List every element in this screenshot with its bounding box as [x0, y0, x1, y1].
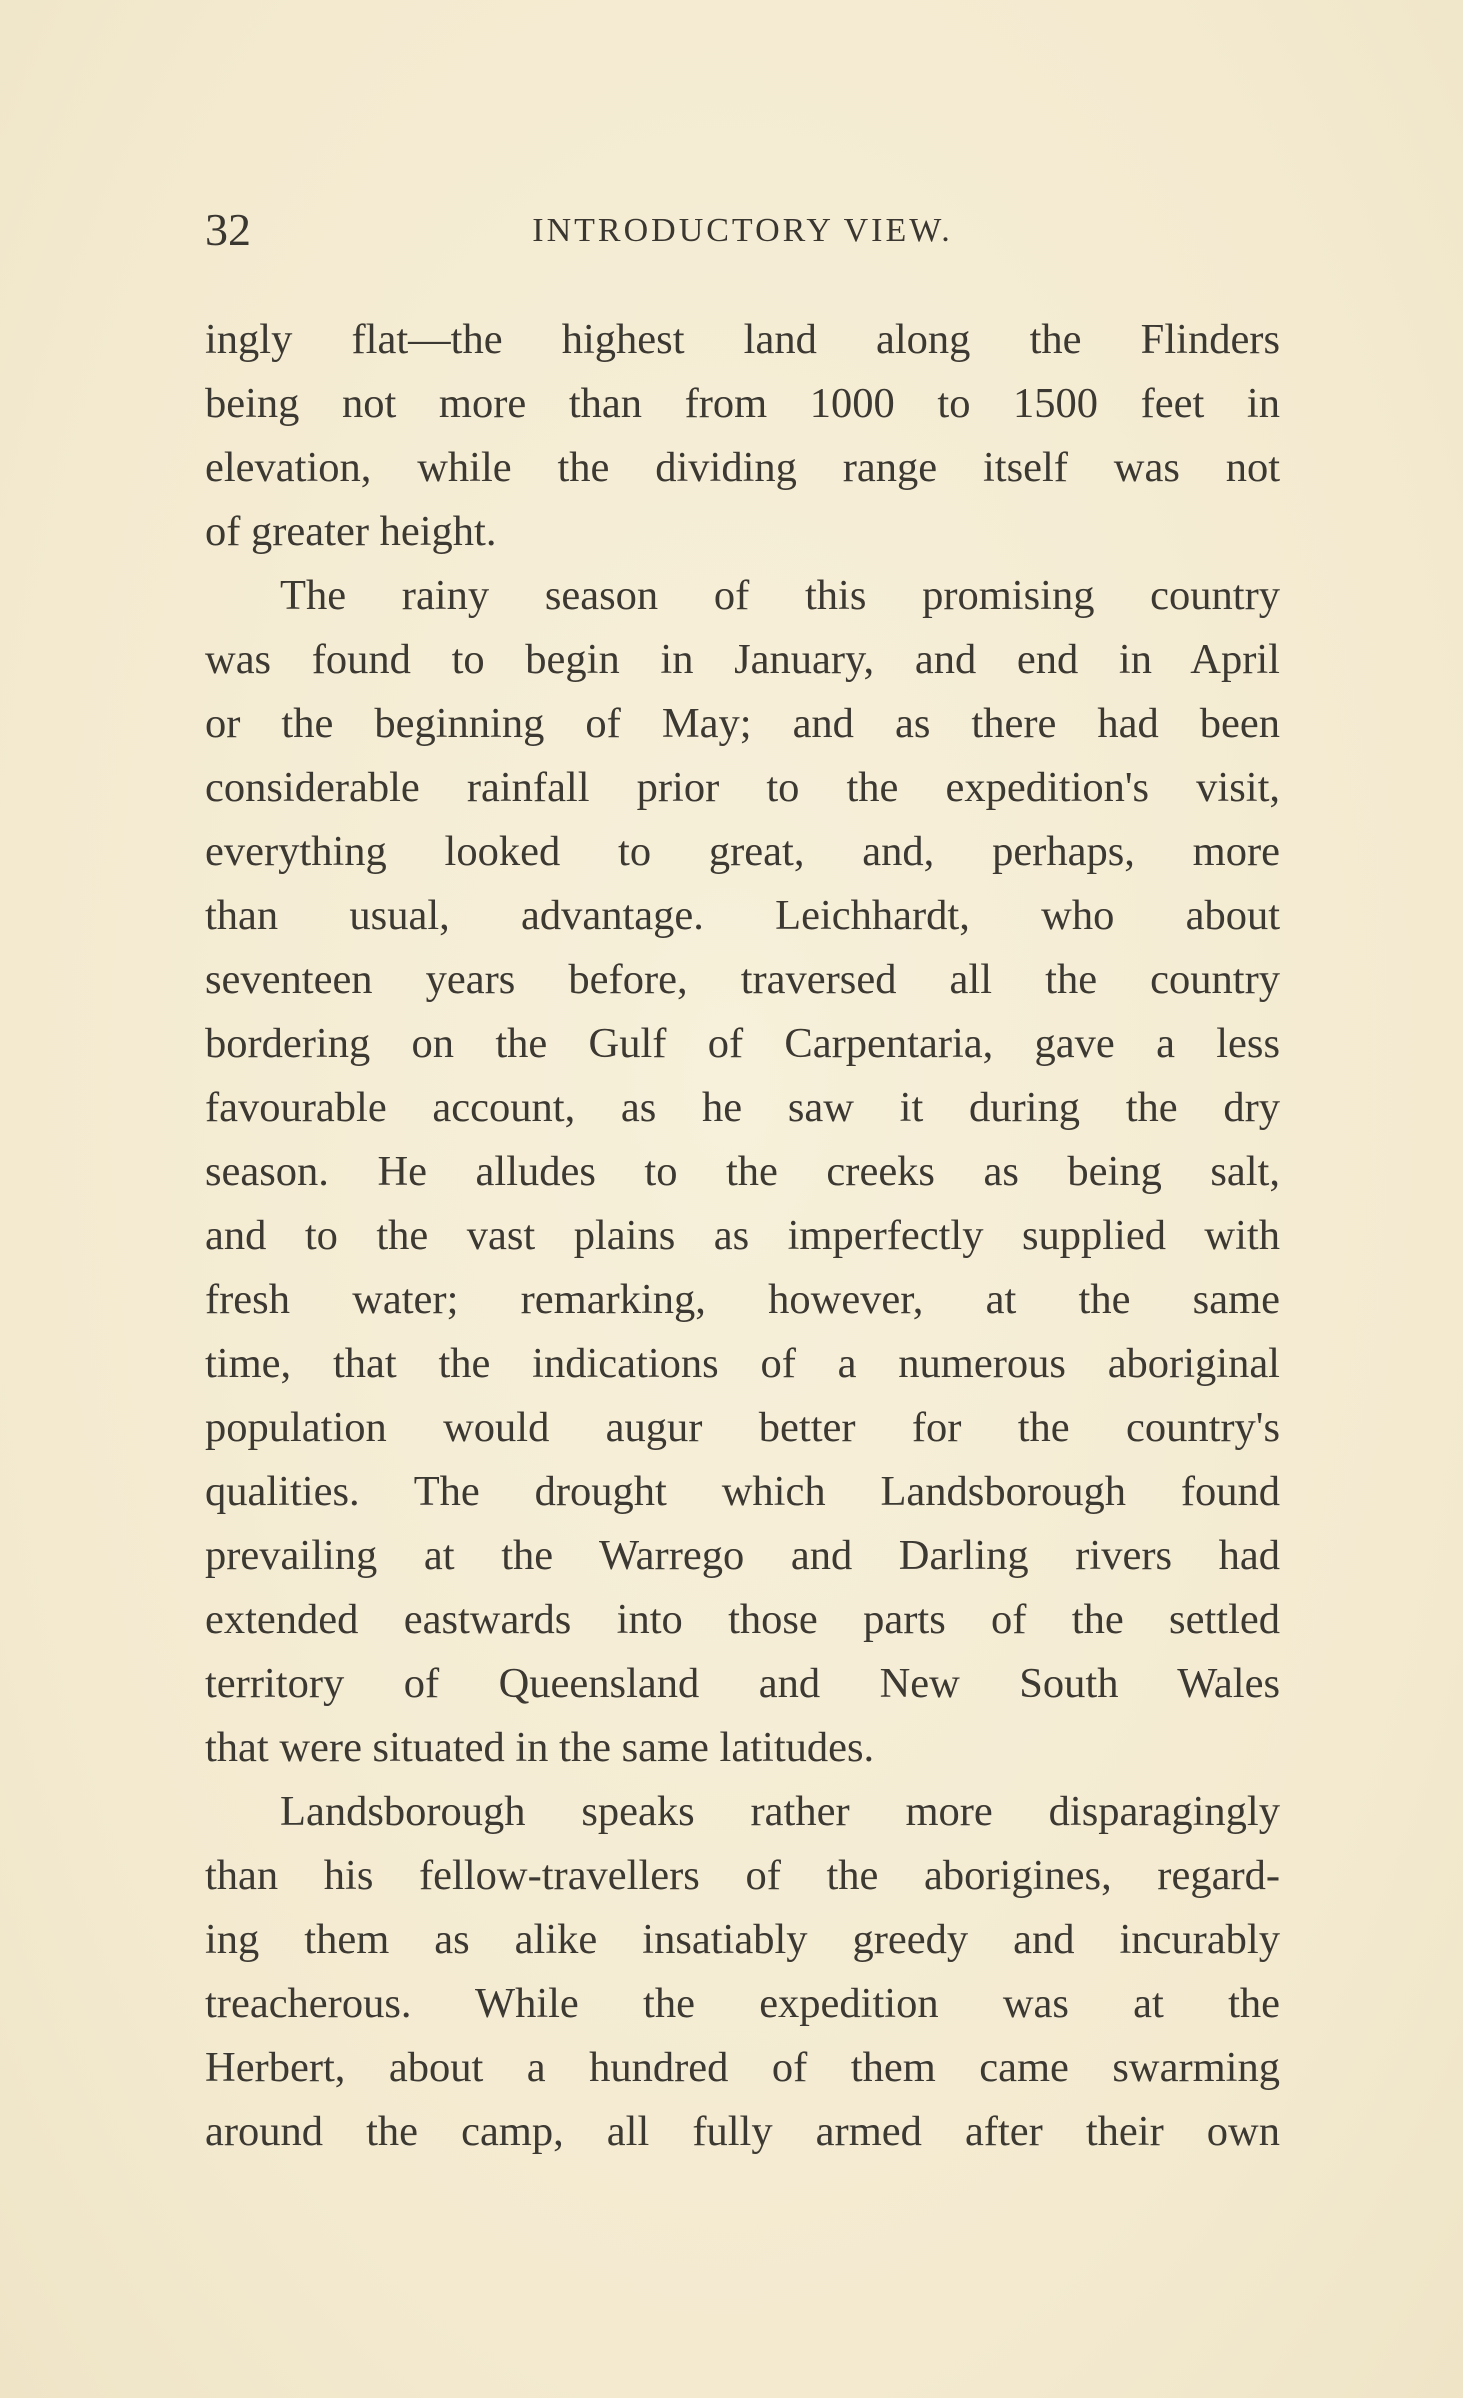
- body-text: [205, 308, 1280, 2164]
- text-line: everything looked to great, and, perhaps, more: [205, 828, 1280, 875]
- text-line: bordering on the Gulf of Carpentaria, gave a less: [205, 1020, 1280, 1067]
- text-line: prevailing at the Warrego and Darling rivers had: [205, 1532, 1280, 1579]
- text-line: season. He alludes to the creeks as being salt,: [205, 1148, 1280, 1195]
- text-line: seventeen years before, traversed all the country: [205, 956, 1280, 1003]
- running-head: INTRODUCTORY VIEW.: [532, 212, 953, 249]
- text-line: elevation, while the dividing range itself was not: [205, 444, 1280, 491]
- text-line: around the camp, all fully armed after their own: [205, 2108, 1280, 2155]
- text-line: of greater height.: [205, 508, 497, 555]
- text-line: being not more than from 1000 to 1500 feet in: [205, 380, 1280, 427]
- text-line: than his fellow-travellers of the aborigines, regard-: [205, 1852, 1280, 1899]
- text-line: ingly flat—the highest land along the Flinders: [205, 316, 1280, 363]
- text-line: was found to begin in January, and end in April: [205, 636, 1280, 683]
- text-line: time, that the indications of a numerous aboriginal: [205, 1340, 1280, 1387]
- text-line: Herbert, about a hundred of them came swarming: [205, 2044, 1280, 2091]
- text-line: treacherous. While the expedition was at the: [205, 1980, 1280, 2027]
- text-line: territory of Queensland and New South Wales: [205, 1660, 1280, 1707]
- text-line: that were situated in the same latitudes.: [205, 1724, 875, 1771]
- text-line: extended eastwards into those parts of the settled: [205, 1596, 1280, 1643]
- text-line: Landsborough speaks rather more disparagingly: [280, 1788, 1280, 1835]
- text-line: considerable rainfall prior to the expedition's visit,: [205, 764, 1280, 811]
- text-line: than usual, advantage. Leichhardt, who about: [205, 892, 1280, 939]
- text-line: favourable account, as he saw it during the dry: [205, 1084, 1280, 1131]
- page-header: [205, 200, 1280, 260]
- text-line: The rainy season of this promising country: [280, 572, 1280, 619]
- text-line: fresh water; remarking, however, at the same: [205, 1276, 1280, 1323]
- text-line: qualities. The drought which Landsborough found: [205, 1468, 1280, 1515]
- text-line: and to the vast plains as imperfectly supplied with: [205, 1212, 1280, 1259]
- page-number: 32: [205, 204, 251, 255]
- text-line: population would augur better for the country's: [205, 1404, 1280, 1451]
- text-line: or the beginning of May; and as there had been: [205, 700, 1280, 747]
- text-line: ing them as alike insatiably greedy and incurably: [205, 1916, 1280, 1963]
